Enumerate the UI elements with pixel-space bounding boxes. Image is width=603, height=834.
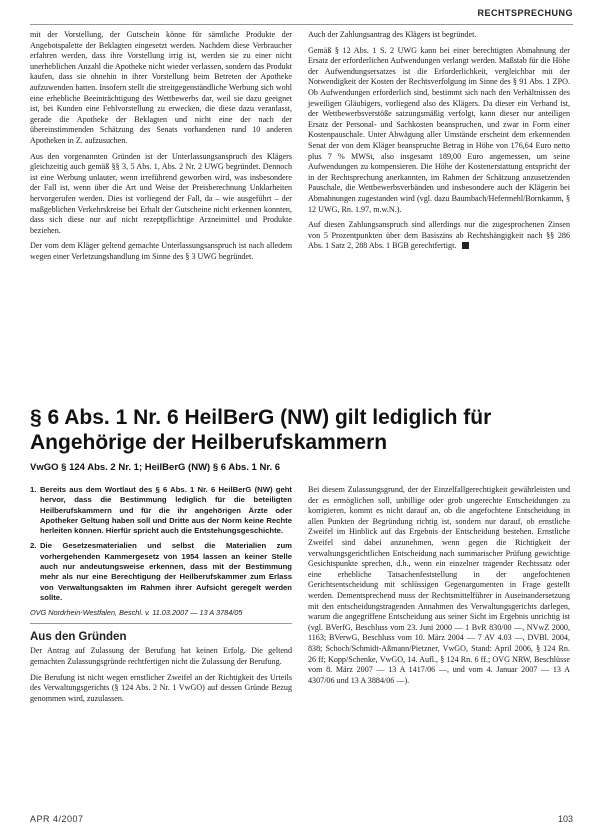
- paragraph-text: Auf diesen Zahlungsanspruch sind allerdings nur die zugesprochenen Zinsen von 5 Prozentpunkten über dem Basiszins ab Rechtshängigkeit nach §§ 286 Abs. 1 Satz 2, 288 Abs. 1 BGB gerechtfertigt.: [308, 220, 570, 251]
- end-of-article-mark: [462, 242, 469, 249]
- principle-text: Die Gesetzesmaterialien und selbst die Materialien zum vorhergehenden Kammergesetz von 1954 lassen an keiner Stelle auch nur andeutungsweise erkennen, dass mit der Bestimmung mehr als nur eine Berechtigung der Heilberufskammer zum Erlass von Verwaltungsakten im Rahmen ihrer Aufsicht geregelt werden sollte.: [40, 541, 292, 602]
- paragraph: Der vom dem Kläger geltend gemachte Unterlassungsanspruch ist nach alledem wegen einer Verletzungshandlung im Sinne des § 3 UWG begründet.: [30, 241, 292, 261]
- paragraph: Gemäß § 12 Abs. 1 S. 2 UWG kann bei einer berechtigten Abmahnung der Ersatz der erforderlichen Aufwendungen verlangt werden. Maßstab für die Höhe der Aufwendungsersatzes ist die Erforderlichkeit, vergleichbar mit der Notwendigkeit der Kosten der Rechtsverfolgung im Sinne des § 91 Abs. 1 ZPO. Ob Aufwendungen erforderlich sind, bestimmt sich nach den Verhältnissen des jeweiligen Gläubigers, vorliegend also des Klägers. Da dieser ein Verband ist, der Wettbewerbsverstöße satzungsmäßig verfolgt, kann dieser nur anteiligen Ersatz der Personal- und Sachkosten beanspruchen, und zwar in Form einer Kostenpauschale. Unter Abwägung aller Umstände erscheint dem erkennenden Senat der von dem Kläger beanspruchte Betrag in Höhe von 176,64 Euro netto plus 7 % MWSt, also insgesamt 189,00 Euro angemessen, um seine Aufwendungen zu kompensieren. Die Höhe der Kostenerstattung entspricht der in der Rechtsprechung anerkannten, im Rahmen der Schätzung anzusetzenden Pauschale, die Wettbewerbsverbänden und insbesondere auch der Klägerin bei Abmahnungen zugestanden wird (vgl. dazu Baumbach/Hefermehl/Bornkamm, § 12 UWG, Rn. 1.97, m.w.N.).: [308, 45, 570, 214]
- principle-text: Bereits aus dem Wortlaut des § 6 Abs. 1 Nr. 6 HeilBerG (NW) geht hervor, dass die Bestimmung lediglich für die beteiligten Heilberufskammern und für die ihr angehörigen Ärzte oder Apotheker Geltung haben soll und Dritte aus der Norm keine Rechte herleiten können. Hierfür spricht auch die Entstehungsgeschichte.: [40, 485, 292, 536]
- journal-issue: APR 4/2007: [30, 814, 84, 824]
- running-header: RECHTSPRECHUNG: [477, 8, 573, 18]
- bottom-right-column: [308, 485, 570, 691]
- top-right-column: [308, 30, 570, 257]
- article-title: § 6 Abs. 1 Nr. 6 HeilBerG (NW) gilt lediglich für Angehörige der Heilberufskammern: [30, 406, 492, 454]
- paragraph: Auch der Zahlungsantrag des Klägers ist begründet.: [308, 30, 477, 39]
- guiding-principles: [30, 485, 292, 603]
- paragraph: mit der Vorstellung, der Gutschein könne für sämtliche Produkte der Angebotspalette der Beklagten eingesetzt werden. Nachdem diese Verbraucher erfahren werden, dass ihre Vorstellung irrig ist, werden sie zu einer nicht unerheblichen Anzahl die Apotheke nicht wieder verlassen, sondern das Produkt kaufen, dass sie ohnehin in ihrer Vorstellung beim Betreten der Apotheke aufzuwenden hatten. Insofern stellt die streitgegenständliche Werbung sich wohl eine erhebliche Beeinträchtigung des Wettbewerbs dar, weil sie dazu geeignet ist, bei Kunden eine Fehlvorstellung zu erwecken, die diese dazu veranlasst, gerade die Apotheke der Beklagten und nicht eine der nach der übereinstimmenden Schätzung des Senats vorhandenen rund 10 anderen Apotheken in Z. aufzusuchen.: [30, 30, 292, 145]
- guiding-principle: [30, 485, 292, 536]
- paragraph: Bei diesem Zulassungsgrund, der der Einzelfallgerechtigkeit gewährleisten und der es ermöglichen soll, unbillige oder grob ungerechte Entscheidungen zu korrigieren, kommt es nicht darauf an, ob die angefochtene Entscheidung in allen Punkten der Begründung richtig ist, sondern nur darauf, ob ernstliche Zweifel im Hinblick auf das Ergebnis der Entscheidung bestehen. Ernstliche Zweifel sind dabei anzunehmen, wenn gegen die Richtigkeit der verwaltungsgerichtlichen Entscheidung nach summarischer Prüfung gewichtige Gesichtspunkte sprechen, d.h., wenn ein einzelner tragender Rechtssatz oder eine erhebliche Tatsachenfeststellung in der angefochtenen Gerichtsentscheidung mit schlüssigen Gegenargumenten in Frage gestellt werden. Dementsprechend muss der Rechtsmittelführer in Auseinandersetzung mit den entscheidungstragenden Annahmen des Verwaltungsgerichts darlegen, warum die angegriffene Entscheidung aus seiner Sicht im Ergebnis unrichtig ist (vgl. BVerfG, Beschluss vom 23. Juni 2000 — 1 BvR 830/00 —, NVwZ 2000, 1163; BVerwG, Beschluss vom 10. März 2004 — 7 AV 4.03 —, DVBl. 2004, 838; Schoch/Schmidt-Aßmann/Pietzner, VwGO, Stand: April 2006, § 124 Rn. 26 ff; Kopp/Schenke, VwGO, 14. Aufl., § 124 Rn. 6 ff.; OVG NRW, Beschlüsse vom 8. März 2007 — 13 A 1417/06 —, und vom 4. Januar 2007 — 13 A 4307/06 und 13 A 3884/06 —).: [308, 485, 570, 685]
- principle-number: 2.: [30, 541, 37, 551]
- paragraph: Aus den vorgenannten Gründen ist der Unterlassungsanspruch des Klägers gleichzeitig auch gemäß §§ 3, 5 Abs. 1, Abs. 2 Nr. 2 UWG begründet. Dennoch ist eine Werbung unlauter, wenn irreführend geworben wird, was insbesondere der Fall ist, wenn über die Art und Weise der Preisberechnung Unklarheiten hervorgerufen werden. Dies ist vorliegend der Fall, da – wie ausgeführt – der maßgeblichen Verkehrskreise bei Erhalt der Gutscheine nicht erkennen konnten, dass sich diese nur auf nicht rezeptpflichtige Arzneimittel und Produkte beziehen.: [30, 151, 292, 235]
- court-citation: OVG Nordrhein-Westfalen, Beschl. v. 11.03.2007 — 13 A 3784/05: [30, 608, 292, 624]
- header-rule: [30, 24, 573, 25]
- top-left-column: [30, 30, 292, 267]
- principle-number: 1.: [30, 485, 37, 494]
- bottom-left-column: [30, 485, 292, 709]
- paragraph: [308, 220, 570, 252]
- article-norms: VwGO § 124 Abs. 2 Nr. 1; HeilBerG (NW) § 6 Abs. 1 Nr. 6: [30, 462, 281, 473]
- paragraph: Die Berufung ist nicht wegen ernstlicher Zweifel an der Richtigkeit des Urteils des Verwaltungsgerichts (§ 124 Abs. 2 Nr. 1 VwGO) auf dessen Gründe Bezug genommen wird, zuzulassen.: [30, 672, 292, 703]
- paragraph: Der Antrag auf Zulassung der Berufung hat keinen Erfolg. Die geltend gemachten Zulassungsgründe rechtfertigen nicht die Zulassung der Berufung.: [30, 646, 292, 667]
- section-heading: Aus den Gründen: [30, 630, 127, 643]
- reasons-body: [30, 646, 292, 704]
- guiding-principle: [30, 541, 292, 603]
- page-number: 103: [557, 814, 573, 824]
